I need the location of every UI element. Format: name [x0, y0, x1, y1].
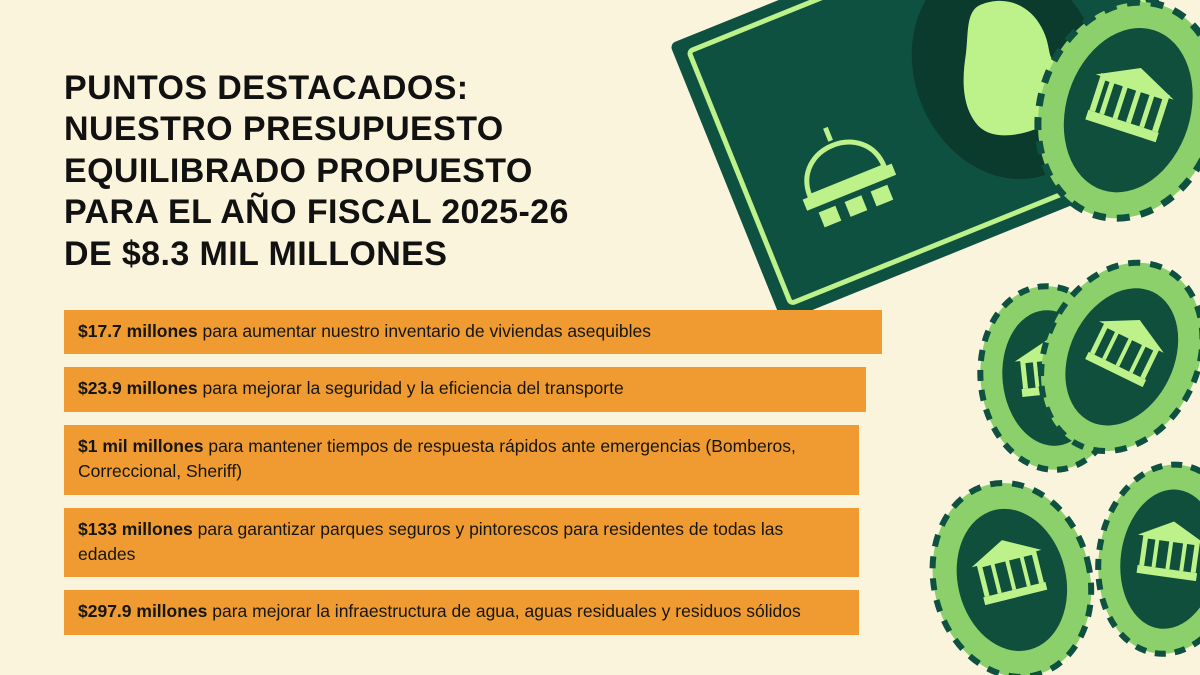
bullet-text: para aumentar nuestro inventario de viviendas asequibles [197, 321, 651, 341]
bullet-amount: $23.9 millones [78, 378, 198, 399]
bullet-amount: $1 mil millones [78, 435, 204, 456]
bullet-text: para mejorar la seguridad y la eficiencia del transporte [197, 378, 624, 399]
bullet-amount: $17.7 millones [78, 321, 198, 341]
bullet-text: para garantizar parques seguros y pintorescos para residentes de todas las edades [78, 518, 784, 564]
bullet-amount: $133 millones [78, 518, 193, 539]
headline-line-2: NUESTRO PRESUPUESTO [64, 110, 504, 149]
coin-icon [971, 279, 1129, 477]
list-item [64, 425, 859, 495]
bullet-text: para mantener tiempos de respuesta rápidos ante emergencias (Bomberos, Correccional, Sheriff) [78, 435, 796, 482]
list-item [64, 367, 866, 411]
headline-line-3: EQUILIBRADO PROPUESTO [64, 151, 533, 190]
coin-icon [1011, 235, 1200, 478]
list-item [64, 508, 859, 578]
bullet-text: para mejorar la infraestructura de agua, aguas residuales y residuos sólidos [207, 601, 801, 622]
coin-icon [1011, 0, 1200, 242]
highlights-list [64, 310, 882, 648]
coin-icon [1086, 455, 1200, 663]
page-title [64, 68, 764, 275]
list-item [64, 310, 882, 354]
headline-line-4: PARA EL AÑO FISCAL 2025-26 [64, 193, 569, 232]
coin-icon [912, 466, 1111, 675]
headline-line-1: PUNTOS DESTACADOS: [64, 69, 469, 107]
bullet-amount: $297.9 millones [78, 601, 208, 622]
headline-line-5: DE $8.3 MIL MILLONES [64, 234, 448, 273]
list-item [64, 590, 859, 634]
